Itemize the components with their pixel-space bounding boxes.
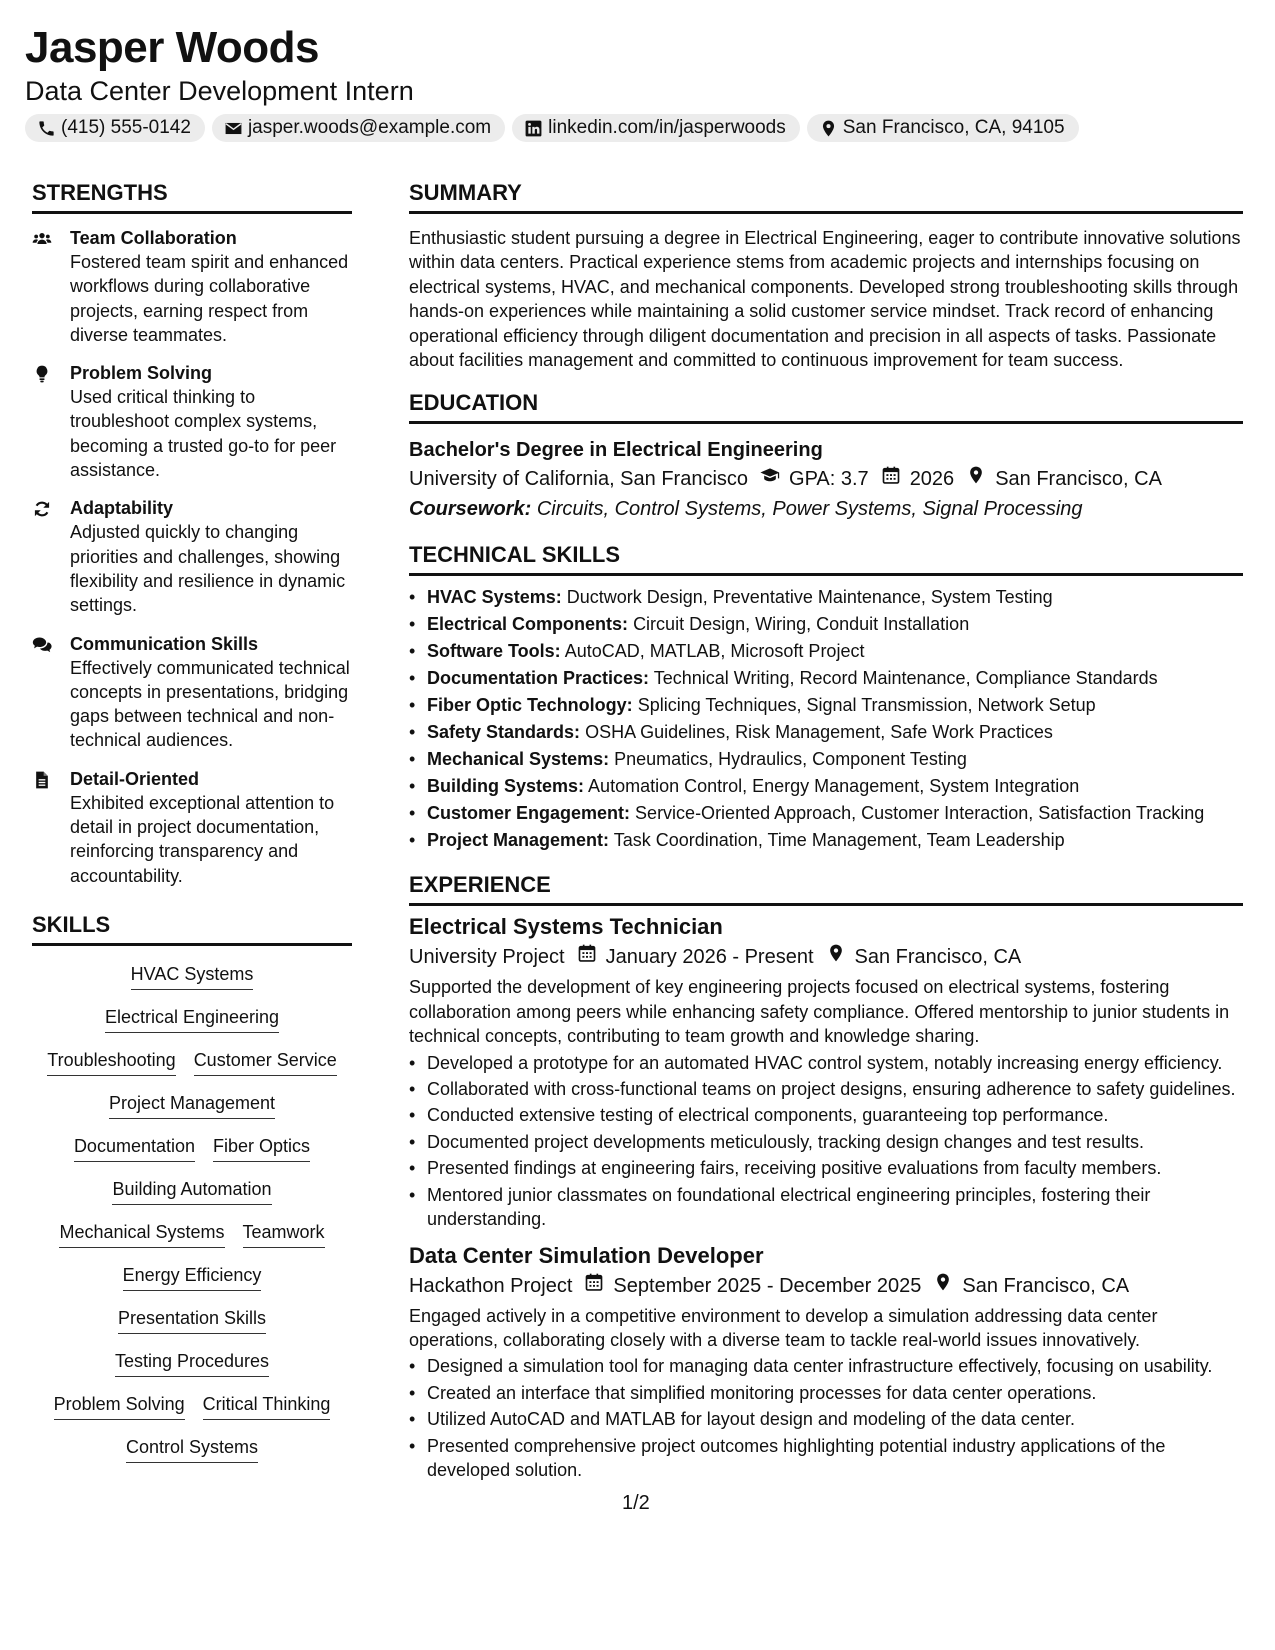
skill-tag: Customer Service — [194, 1048, 337, 1076]
technical-skill-value: Splicing Techniques, Signal Transmission, Network Setup — [637, 695, 1096, 716]
technical-skill-value: Technical Writing, Record Maintenance, Compliance Standards — [653, 668, 1158, 689]
skill-tag: HVAC Systems — [131, 962, 254, 990]
technical-skill-value: Service-Oriented Approach, Customer Interaction, Satisfaction Tracking — [635, 803, 1205, 824]
strength-description: Adjusted quickly to changing priorities and challenges, showing flexibility and resilience in dynamic settings. — [70, 522, 346, 616]
coursework-label: Coursework: — [409, 498, 532, 521]
skill-tag: Mechanical Systems — [59, 1220, 224, 1248]
role-organization: University Project — [409, 946, 565, 969]
skill-tag: Documentation — [74, 1134, 195, 1162]
role-bullet: • Created an interface that simplified monitoring processes for data center operations. — [409, 1381, 1243, 1405]
role-bullet: • Mentored junior classmates on foundational electrical engineering principles, fostering their understanding. — [409, 1183, 1243, 1232]
skills-heading: SKILLS — [32, 910, 352, 946]
skill-row — [32, 1263, 352, 1291]
education-heading: EDUCATION — [409, 388, 1243, 424]
role-meta — [409, 1271, 1243, 1301]
technical-skill-value: AutoCAD, MATLAB, Microsoft Project — [564, 641, 865, 662]
role-description: Engaged actively in a competitive environment to develop a simulation addressing data center operations, collaborating closely with a diverse team to tackle real-world issues innovatively. — [409, 1305, 1158, 1350]
role-bullet: • Presented comprehensive project outcomes highlighting potential industry applications of the developed solution. — [409, 1434, 1243, 1483]
graduation-year: 2026 — [909, 468, 955, 491]
role-bullets — [409, 1051, 1243, 1232]
technical-skill-value: Task Coordination, Time Management, Team Leadership — [613, 830, 1065, 851]
coursework-list: Circuits, Control Systems, Power Systems, Signal Processing — [536, 498, 1083, 521]
contact-bar — [25, 114, 1079, 142]
role-title: Electrical Systems Technician — [409, 914, 723, 940]
technical-skill-label: Software Tools: — [427, 641, 561, 662]
contact-linkedin[interactable] — [512, 114, 800, 142]
technical-skill-item — [409, 665, 1243, 692]
technical-skill-item — [409, 638, 1243, 665]
location-pin-icon — [933, 1271, 962, 1301]
role-bullet: • Documented project developments meticulously, tracking design changes and test results. — [409, 1130, 1243, 1154]
strength-item — [32, 361, 352, 482]
technical-skill-value: Ductwork Design, Preventative Maintenance, System Testing — [566, 587, 1053, 608]
role-bullets — [409, 1354, 1243, 1482]
strength-title: Detail-Oriented — [70, 768, 200, 789]
candidate-name: Jasper Woods — [25, 23, 319, 72]
strength-description: Effectively communicated technical concepts in presentations, bridging gaps between technical and non-technical audiences. — [70, 657, 350, 751]
summary-heading: SUMMARY — [409, 178, 1243, 214]
skill-tag: Electrical Engineering — [105, 1005, 279, 1033]
skills-list — [32, 960, 352, 1463]
technical-skill-item — [409, 746, 1243, 773]
document-icon — [32, 767, 70, 888]
technical-skill-label: HVAC Systems: — [427, 587, 562, 608]
skill-tag: Teamwork — [243, 1220, 325, 1248]
technical-skill-item — [409, 719, 1243, 746]
skill-row — [32, 1435, 352, 1463]
contact-location-text: San Francisco, CA, 94105 — [842, 117, 1065, 138]
skill-tag: Presentation Skills — [118, 1306, 266, 1334]
strength-title: Adaptability — [70, 498, 174, 519]
strength-description: Exhibited exceptional attention to detail in project documentation, reinforcing transparency and accountability. — [70, 792, 335, 886]
contact-linkedin-text: linkedin.com/in/jasperwoods — [548, 117, 786, 138]
technical-skill-item — [409, 584, 1243, 611]
skill-row — [32, 1048, 352, 1076]
skill-tag: Fiber Optics — [213, 1134, 310, 1162]
skill-row — [32, 1220, 352, 1248]
users-icon — [32, 226, 70, 347]
technical-skills-list — [409, 584, 1243, 854]
contact-email-text: jasper.woods@example.com — [247, 117, 492, 138]
skill-row — [32, 962, 352, 990]
technical-skill-item — [409, 611, 1243, 638]
technical-skill-label: Customer Engagement: — [427, 803, 631, 824]
skill-tag: Critical Thinking — [203, 1392, 331, 1420]
sync-icon — [32, 496, 70, 617]
contact-phone-text: (415) 555-0142 — [61, 117, 191, 138]
calendar-icon — [881, 464, 910, 494]
skill-tag: Building Automation — [112, 1177, 271, 1205]
phone-icon — [37, 119, 56, 138]
role-meta — [409, 942, 1243, 972]
location-pin-icon — [826, 942, 855, 972]
calendar-icon — [577, 942, 606, 972]
technical-skill-value: OSHA Guidelines, Risk Management, Safe Work Practices — [585, 722, 1053, 743]
coursework — [409, 494, 1243, 524]
role-description: Supported the development of key engineering projects focused on electrical systems, fostering collaboration among peers while enhancing safety compliance. Offered mentorship to junior students in technical concepts, contributing to team growth and knowledge sharing. — [409, 977, 1230, 1047]
role-dates: January 2026 - Present — [605, 946, 814, 969]
role-location: San Francisco, CA — [962, 1274, 1130, 1297]
left-column — [32, 178, 352, 1478]
right-column — [409, 178, 1243, 1484]
skill-row — [32, 1134, 352, 1162]
experience-heading: EXPERIENCE — [409, 870, 1243, 906]
skill-tag: Energy Efficiency — [123, 1263, 262, 1291]
strength-title: Problem Solving — [70, 363, 213, 384]
role-bullet: • Presented findings at engineering fairs, receiving positive evaluations from faculty members. — [409, 1156, 1243, 1180]
lightbulb-icon — [32, 361, 70, 482]
technical-skill-label: Fiber Optic Technology: — [427, 695, 633, 716]
role-title: Data Center Simulation Developer — [409, 1242, 764, 1268]
gpa-value: GPA: 3.7 — [789, 468, 869, 491]
role-bullet: • Collaborated with cross-functional teams on project designs, ensuring adherence to safety guidelines. — [409, 1077, 1243, 1101]
role-dates: September 2025 - December 2025 — [613, 1274, 922, 1297]
location-pin-icon — [819, 119, 838, 138]
technical-skill-label: Documentation Practices: — [427, 668, 650, 689]
skill-tag: Testing Procedures — [115, 1349, 269, 1377]
comments-icon — [32, 632, 70, 753]
contact-email[interactable] — [212, 114, 505, 142]
degree-title: Bachelor's Degree in Electrical Engineering — [409, 439, 823, 462]
graduation-cap-icon — [760, 464, 789, 494]
location-pin-icon — [966, 464, 995, 494]
technical-skill-label: Building Systems: — [427, 776, 585, 797]
technical-skill-label: Electrical Components: — [427, 614, 629, 635]
experience-entry — [409, 1241, 1243, 1483]
strength-item — [32, 496, 352, 617]
skill-row — [32, 1005, 352, 1033]
skill-row — [32, 1349, 352, 1377]
linkedin-icon — [524, 119, 543, 138]
experience-list — [409, 912, 1243, 1482]
technical-skill-value: Automation Control, Energy Management, System Integration — [588, 776, 1080, 797]
strength-item — [32, 632, 352, 753]
technical-skill-item — [409, 773, 1243, 800]
strength-title: Team Collaboration — [70, 228, 237, 248]
skill-tag: Project Management — [109, 1091, 275, 1119]
technical-skill-value: Circuit Design, Wiring, Conduit Installation — [633, 614, 970, 635]
role-bullet: • Designed a simulation tool for managing data center infrastructure effectively, focusing on usability. — [409, 1354, 1243, 1378]
technical-skill-value: Pneumatics, Hydraulics, Component Testing — [614, 749, 967, 770]
skill-row — [32, 1177, 352, 1205]
role-bullet: • Utilized AutoCAD and MATLAB for layout design and modeling of the data center. — [409, 1407, 1243, 1431]
experience-entry — [409, 912, 1243, 1231]
envelope-icon — [224, 119, 243, 138]
technical-skills-heading: TECHNICAL SKILLS — [409, 540, 1243, 576]
job-title: Data Center Development Intern — [25, 76, 414, 106]
summary-text: Enthusiastic student pursuing a degree in Electrical Engineering, eager to contribute innovative solutions within data centers. Practical experience stems from academic projects and internships focusing on electrical systems, HVAC, and mechanical components. Developed strong troubleshooting skills through hands-on experiences while maintaining a solid customer service mindset. Track record of enhancing operational efficiency through diligent documentation and precision in all aspects of tasks. Passionate about facilities management and committed to continuous improvement for team success. — [409, 228, 1241, 371]
role-organization: Hackathon Project — [409, 1274, 573, 1297]
technical-skill-label: Mechanical Systems: — [427, 749, 610, 770]
technical-skill-item — [409, 800, 1243, 827]
technical-skill-label: Safety Standards: — [427, 722, 581, 743]
skill-row — [32, 1392, 352, 1420]
role-bullet: • Developed a prototype for an automated HVAC control system, notably increasing energy efficiency. — [409, 1051, 1243, 1075]
education-location: San Francisco, CA — [995, 468, 1162, 491]
skill-tag: Troubleshooting — [47, 1048, 175, 1076]
technical-skill-item — [409, 692, 1243, 719]
skill-row — [32, 1306, 352, 1334]
strength-item — [32, 767, 352, 888]
strength-title: Communication Skills — [70, 633, 259, 654]
page-number: 1/2 — [622, 1492, 650, 1514]
role-bullet: • Conducted extensive testing of electrical components, guaranteeing top performance. — [409, 1103, 1243, 1127]
skill-row — [32, 1091, 352, 1119]
technical-skill-item — [409, 827, 1243, 854]
education-meta — [409, 464, 1243, 494]
contact-phone[interactable] — [25, 114, 205, 142]
role-location: San Francisco, CA — [854, 946, 1022, 969]
skill-tag: Control Systems — [126, 1435, 258, 1463]
strength-description: Used critical thinking to troubleshoot complex systems, becoming a trusted go-to for peer assistance. — [70, 387, 337, 481]
school-name: University of California, San Francisco — [409, 468, 749, 491]
contact-location[interactable] — [807, 114, 1079, 142]
technical-skill-label: Project Management: — [427, 830, 610, 851]
skill-tag: Problem Solving — [54, 1392, 185, 1420]
strengths-heading: STRENGTHS — [32, 178, 352, 214]
strength-item — [32, 226, 352, 347]
calendar-icon — [584, 1271, 613, 1301]
strength-description: Fostered team spirit and enhanced workflows during collaborative projects, earning respect from diverse teammates. — [70, 252, 349, 345]
